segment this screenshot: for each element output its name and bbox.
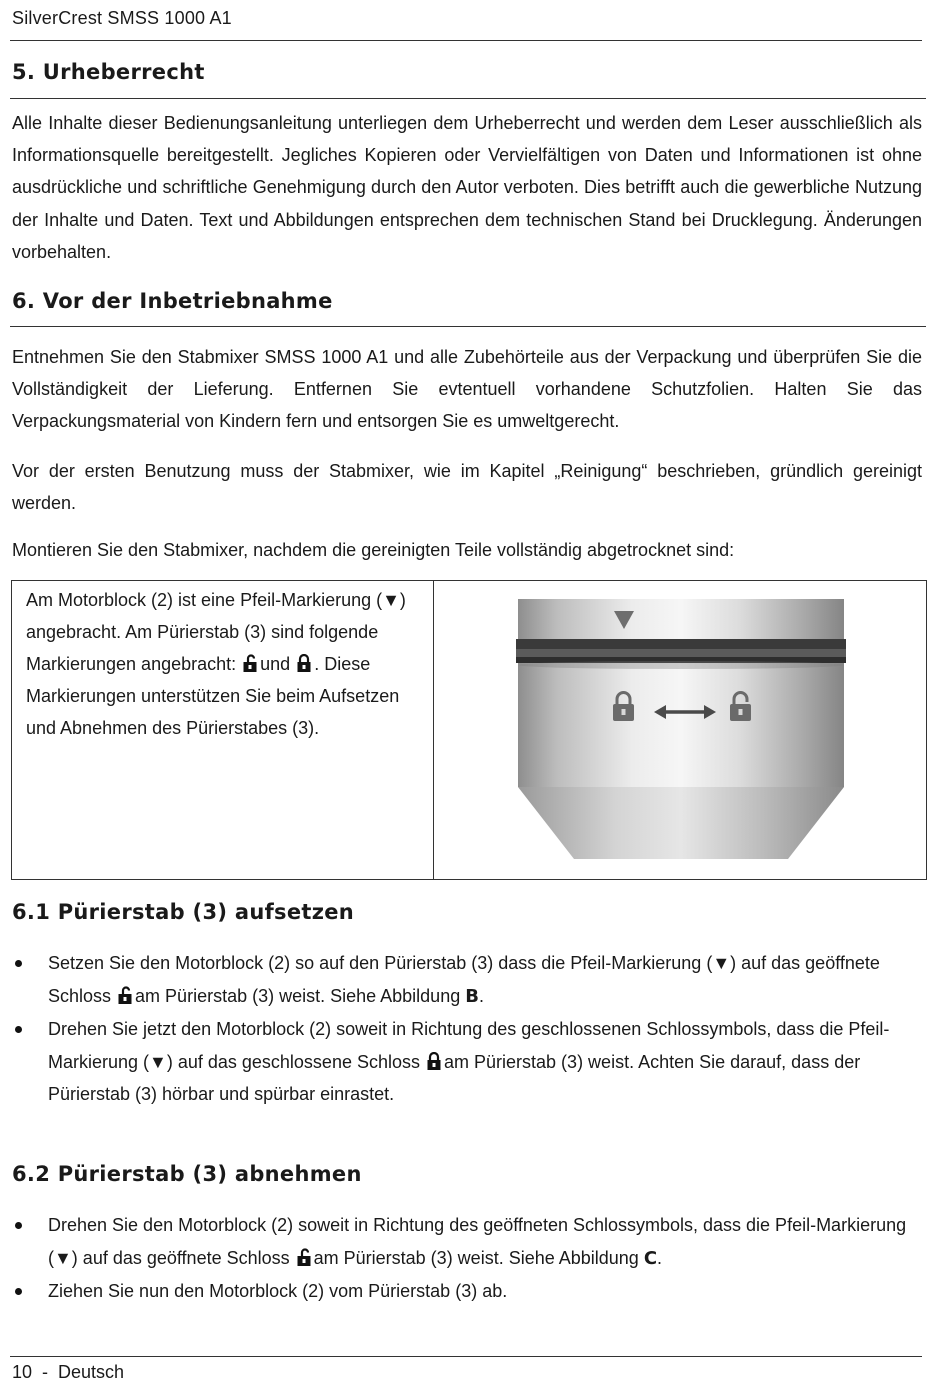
section-6-heading: 6. Vor der Inbetriebnahme (12, 289, 333, 313)
page-footer: 10 - Deutsch (12, 1362, 125, 1382)
section-6-paragraph-3: Montieren Sie den Stabmixer, nachdem die gereinigten Teile vollständig abgetrocknet sind: (12, 540, 735, 560)
section-6-paragraph-1: Entnehmen Sie den Stabmixer SMSS 1000 A1 und alle Zubehörteile aus der Verpackung und überprüfen Sie die Vollständigkeit der Lieferung. Entfernen Sie evtentuell vorhandene Schutzfolien. Halten Sie das Verpackungsmaterial von Kindern fern und entsorgen Sie es umweltgerecht. (12, 347, 922, 432)
bullet-icon (15, 1026, 22, 1033)
list-item-text: am Pürierstab (3) weist. Achten Sie darauf, dass der Pürierstab (3) hörbar und spürbar einrastet. (48, 1051, 861, 1104)
list-item-text: Drehen Sie jetzt den Motorblock (2) soweit in Richtung des geschlossenen Schlossymbols, dass die Pfeil-Markierung (▼) auf das geschlossene Schloss (48, 1019, 890, 1072)
bullet-icon (15, 1288, 22, 1295)
lock-open-icon (297, 1248, 311, 1266)
list-item-text: Ziehen Sie nun den Motorblock (2) vom Pürierstab (3) ab. (48, 1281, 508, 1301)
section-5-text: Alle Inhalte dieser Bedienungsanleitung unterliegen dem Urheberrecht und werden dem Leser ausschließlich als Informationsquelle bereitgestellt. Jegliches Kopieren oder Vervielfältigen von Daten und Informationen ist ohne ausdrückliche und schriftliche Genehmigung durch den Autor verboten. Dies betrifft auch die gewerbliche Nutzung der Inhalte und Daten. Text und Abbildungen entsprechen dem technischen Stand bei Drucklegung. Änderungen vorbehalten. (12, 113, 922, 262)
lock-open-icon (118, 986, 132, 1004)
figure-table-divider (433, 581, 434, 879)
header-rule (10, 40, 922, 41)
figure-text-2: und (260, 654, 291, 674)
section-6-1-heading: 6.1 Pürierstab (3) aufsetzen (12, 900, 355, 924)
section-6-paragraph-2: Vor der ersten Benutzung muss der Stabmixer, wie im Kapitel „Reinigung“ beschrieben, gründlich gereinigt werden. (12, 461, 922, 514)
list-item (12, 1209, 922, 1275)
section-6-2-heading: 6.2 Pürierstab (3) abnehmen (12, 1162, 362, 1186)
list-item-text: am Pürierstab (3) weist. Siehe Abbildung (135, 985, 461, 1006)
section-6-rule (10, 326, 926, 327)
lock-closed-icon (297, 654, 311, 672)
blender-coupling-illustration (516, 599, 846, 861)
list-item-text: am Pürierstab (3) weist. Siehe Abbildung (313, 1247, 639, 1268)
list-item (12, 1013, 922, 1111)
bullet-icon (15, 1222, 22, 1229)
list-item (12, 947, 922, 1013)
figure-reference: C (643, 1247, 658, 1269)
bullet-icon (15, 960, 22, 967)
list-item (12, 1275, 922, 1308)
figure-reference: B (465, 985, 479, 1007)
figure-text-3: . (314, 654, 320, 674)
section-6-1-list (12, 947, 922, 1111)
figure-text-1: Am Motorblock (2) ist eine Pfeil-Markierung (▼) angebracht. Am Pürierstab (3) sind folgende Markierungen angebracht: (26, 590, 406, 674)
lock-closed-icon (427, 1052, 441, 1070)
footer-rule (10, 1356, 922, 1357)
section-6-2-list (12, 1209, 922, 1308)
section-5-rule (10, 98, 926, 99)
figure-description (26, 584, 421, 744)
lock-open-icon (243, 654, 257, 672)
figure-text-4: Diese Markierungen unterstützen Sie beim Aufsetzen und Abnehmen des Pürierstabes (3). (26, 654, 400, 738)
running-header: SilverCrest SMSS 1000 A1 (12, 8, 232, 28)
section-5-heading: 5. Urheberrecht (12, 60, 205, 84)
figure-table (11, 580, 927, 880)
list-item-text: . (478, 985, 484, 1006)
list-item-text: Setzen Sie den Motorblock (2) so auf den Pürierstab (3) dass die Pfeil-Markierung (▼) auf das geöffnete Schloss (48, 953, 880, 1006)
list-item-text: . (657, 1247, 663, 1268)
list-item-text: Drehen Sie den Motorblock (2) soweit in Richtung des geöffneten Schlossymbols, dass die Pfeil-Markierung (▼) auf das geöffnete Schloss (48, 1215, 907, 1268)
